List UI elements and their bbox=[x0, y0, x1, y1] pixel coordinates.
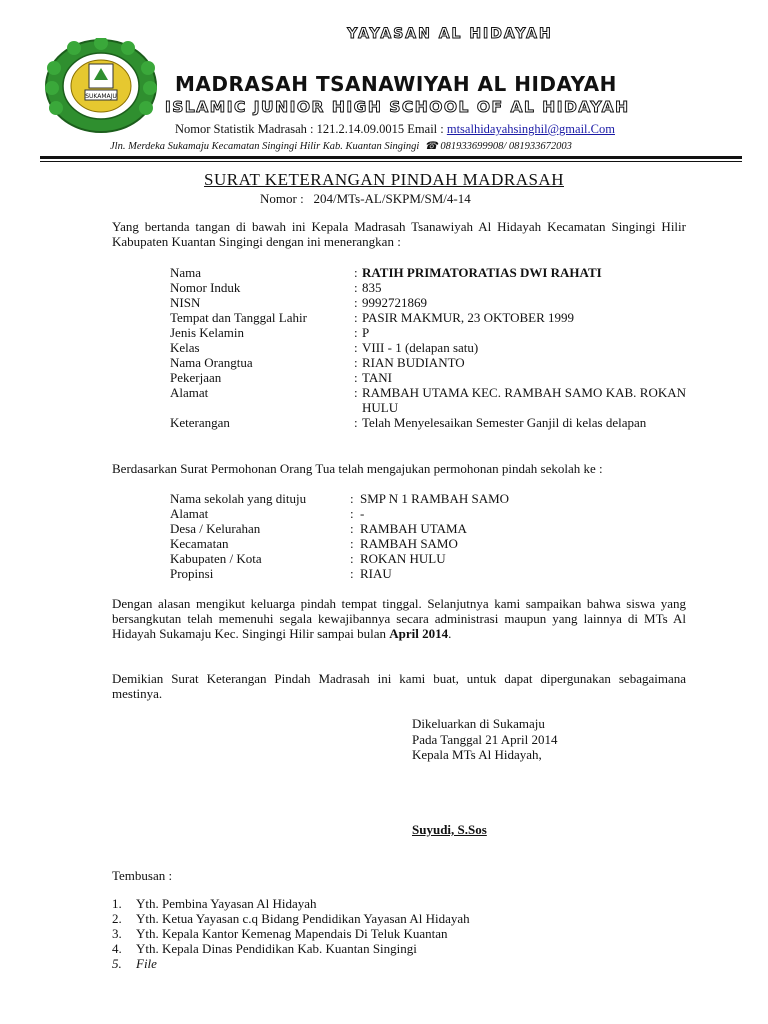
statistic-line bbox=[175, 122, 615, 137]
request-paragraph: Berdasarkan Surat Permohonan Orang Tua telah mengajukan permohonan pindah sekolah ke : bbox=[112, 461, 603, 476]
header-rule-thin bbox=[40, 161, 742, 162]
letter-title: SURAT KETERANGAN PINDAH MADRASAH bbox=[204, 170, 564, 189]
signer-title: Kepala MTs Al Hidayah, bbox=[412, 747, 542, 762]
address: Jln. Merdeka Sukamaju Kecamatan Singingi Hilir Kab. Kuantan Singingi bbox=[110, 141, 420, 152]
reason-date: April 2014 bbox=[389, 626, 449, 641]
cc-item: 4. Yth. Kepala Dinas Pendidikan Kab. Kuantan Singingi bbox=[112, 941, 417, 956]
header-rule-thick bbox=[40, 156, 742, 159]
issued-place: Dikeluarkan di Sukamaju bbox=[412, 716, 545, 731]
email-label: Email : bbox=[407, 122, 444, 136]
phone-icon: ☎ bbox=[424, 141, 438, 152]
closing-paragraph: Demikian Surat Keterangan Pindah Madrasah ini kami buat, untuk dapat dipergunakan sebagaimana mestinya. bbox=[112, 671, 686, 701]
cc-label: Tembusan : bbox=[112, 868, 173, 883]
issued-date: Pada Tanggal 21 April 2014 bbox=[412, 732, 558, 747]
intro-paragraph: Yang bertanda tangan di bawah ini Kepala Madrasah Tsanawiyah Al Hidayah Kecamatan Singingi Hilir Kabupaten Kuantan Singingi dengan ini menerangkan : bbox=[112, 219, 686, 249]
logo-caption: SUKAMAJU bbox=[85, 93, 117, 100]
phone-numbers: 081933699908/ 081933672003 bbox=[440, 141, 572, 152]
stat-label: Nomor Statistik Madrasah : bbox=[175, 122, 314, 136]
foundation-name: YAYASAN AL HIDAYAH bbox=[347, 26, 553, 42]
reason-text: Dengan alasan mengikut keluarga pindah tempat tinggal. Selanjutnya kami sampaikan bahwa siswa yang bersangkutan telah memenuhi segala kewajibannya secara administrasi maupun yang lainnya di MTs Al Hidayah Sukamaju Kec. Singingi Hilir sampai bulan bbox=[112, 596, 686, 641]
cc-item: 3. Yth. Kepala Kantor Kemenag Mapendais Di Teluk Kuantan bbox=[112, 926, 448, 941]
cc-item: 1. Yth. Pembina Yayasan Al Hidayah bbox=[112, 896, 317, 911]
cc-item: 2. Yth. Ketua Yayasan c.q Bidang Pendidikan Yayasan Al Hidayah bbox=[112, 911, 470, 926]
letter-number bbox=[260, 191, 471, 207]
signer-name: Suyudi, S.Sos bbox=[412, 822, 487, 837]
address-line bbox=[110, 140, 572, 152]
number-value: 204/MTs-AL/SKPM/SM/4-14 bbox=[313, 191, 471, 206]
email-link[interactable]: mtsalhidayahsinghil@gmail.Com bbox=[446, 122, 615, 136]
school-logo bbox=[44, 38, 158, 134]
reason-paragraph bbox=[112, 596, 686, 641]
reason-end: . bbox=[448, 626, 452, 641]
number-label: Nomor : bbox=[260, 191, 304, 206]
stat-number: 121.2.14.09.0015 bbox=[316, 122, 405, 136]
cc-item: 5. File bbox=[112, 956, 157, 971]
school-name: MADRASAH TSANAWIYAH AL HIDAYAH bbox=[175, 72, 617, 96]
school-name-en: ISLAMIC JUNIOR HIGH SCHOOL OF AL HIDAYAH bbox=[165, 98, 630, 116]
